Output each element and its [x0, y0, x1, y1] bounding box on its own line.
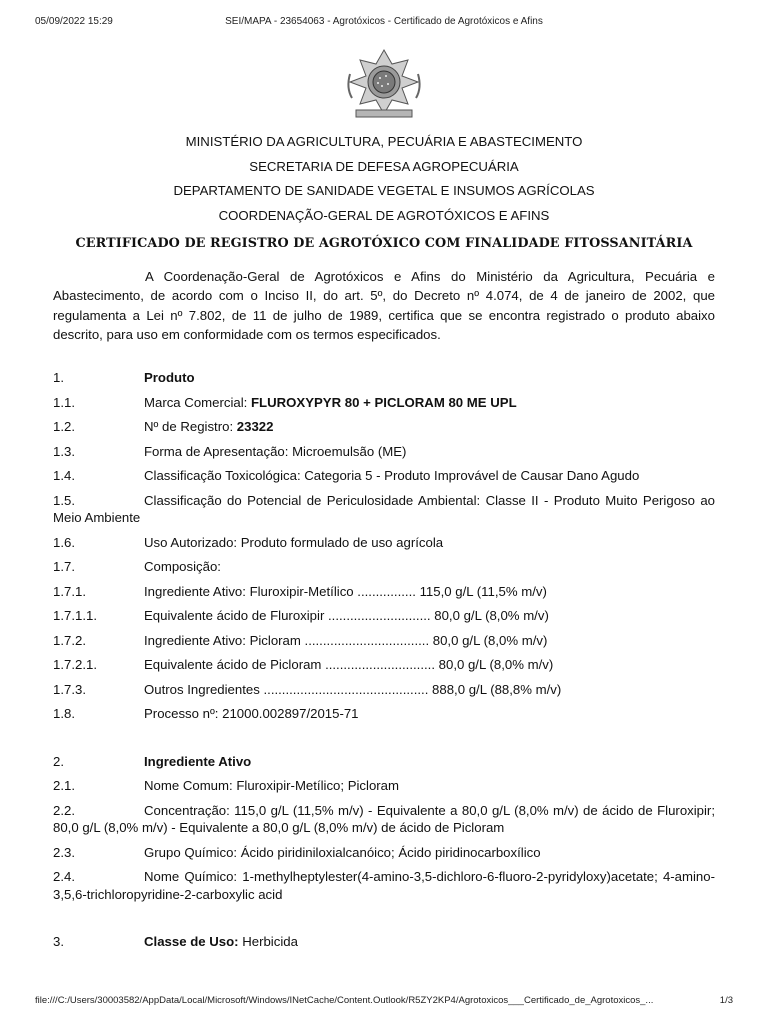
item-1-7-2	[53, 632, 715, 650]
item-text: Processo nº: 21000.002897/2015-71	[144, 706, 359, 721]
department-name: DEPARTAMENTO DE SANIDADE VEGETAL E INSUMOS AGRÍCOLAS	[173, 183, 595, 198]
item-text: Classificação do Potencial de Periculosidade Ambiental: Classe II - Produto Muito Perigoso ao Meio Ambiente	[53, 492, 715, 525]
item-text: Nome Comum: Fluroxipir-Metílico; Picloram	[144, 778, 400, 793]
print-page-title: SEI/MAPA - 23654063 - Agrotóxicos - Certificado de Agrotóxicos e Afins	[225, 16, 543, 27]
registration-number: 23322	[236, 419, 274, 434]
intro-paragraph: A Coordenação-Geral de Agrotóxicos e Afins do Ministério da Agricultura, Pecuária e Abastecimento, de acordo com o Inciso II, do art. 5º, do Decreto nº 4.074, de 4 de janeiro de 2002, que regulamenta a Lei nº 7.802, de 11 de julho de 1989, certifica que se encontra registrado o produto abaixo descrito, para uso em conformidade com os termos especificados.	[53, 269, 715, 342]
item-2-2	[53, 802, 715, 837]
item-text: Nome Químico: 1-methylheptylester(4-amino-3,5-dichloro-6-fluoro-2-pyridyloxy)acetate; 4-amino-3,5,6-trichloropyridine-2-carboxylic acid	[53, 869, 715, 902]
item-2-4	[53, 868, 715, 903]
item-number: 1.7.2.1.	[53, 657, 97, 672]
item-text: Concentração: 115,0 g/L (11,5% m/v) - Equivalente a 80,0 g/L (8,0% m/v) de ácido de Fluroxipir; 80,0 g/L (8,0% m/v) - Equivalente a 80,0 g/L (8,0% m/v) de ácido de Picloram	[53, 802, 715, 835]
file-path: file:///C:/Users/30003582/AppData/Local/Microsoft/Windows/INetCache/Content.Outlook/R5ZY2KP4/Agrotoxicos___Certificado_de_Agrotoxicos_...	[35, 995, 654, 1006]
item-2-1	[53, 777, 715, 795]
item-number: 2.	[53, 753, 64, 769]
item-number: 1.2.	[53, 419, 75, 434]
item-label: Nº de Registro:	[144, 419, 237, 434]
brand-name: FLUROXYPYR 80 + PICLORAM 80 ME UPL	[251, 394, 517, 410]
coordination-name: COORDENAÇÃO-GERAL DE AGROTÓXICOS E AFINS	[218, 207, 550, 223]
item-1-7-2-1	[53, 656, 715, 674]
item-1-7-1	[53, 583, 715, 601]
section-1	[53, 369, 715, 387]
item-1-7-1-1	[53, 607, 715, 625]
print-header	[35, 16, 733, 30]
item-2-3	[53, 844, 715, 862]
item-text: Uso Autorizado: Produto formulado de uso agrícola	[144, 534, 444, 550]
item-number: 1.5.	[53, 492, 75, 508]
item-text: Ingrediente Ativo: Picloram .................................. 80,0 g/L (8,0% m/v)	[144, 632, 548, 648]
section-2	[53, 753, 715, 771]
ministry-name: MINISTÉRIO DA AGRICULTURA, PECUÁRIA E ABASTECIMENTO	[185, 134, 583, 149]
item-text: Equivalente ácido de Picloram .............................. 80,0 g/L (8,0% m/v)	[144, 657, 554, 672]
section-spacer	[53, 730, 715, 753]
item-text: Equivalente ácido de Fluroxipir ............................ 80,0 g/L (8,0% m/v)	[144, 608, 549, 623]
use-class-value: Herbicida	[242, 934, 298, 949]
item-text: Classificação Toxicológica: Categoria 5 - Produto Improvável de Causar Dano Agudo	[144, 468, 640, 483]
item-number: 1.7.	[53, 559, 75, 574]
item-number: 2.2.	[53, 802, 75, 818]
item-text: Ingrediente Ativo: Fluroxipir-Metílico ................ 115,0 g/L (11,5% m/v)	[144, 583, 547, 599]
item-number: 1.8.	[53, 706, 75, 721]
print-datetime: 05/09/2022 15:29	[35, 16, 113, 27]
certificate-title: CERTIFICADO DE REGISTRO DE AGROTÓXICO COM FINALIDADE FITOSSANITÁRIA	[75, 236, 693, 251]
item-number: 1.4.	[53, 468, 75, 483]
section-heading: Ingrediente Ativo	[144, 753, 252, 769]
item-1-6	[53, 534, 715, 552]
section-heading: Produto	[144, 370, 195, 385]
item-number: 1.6.	[53, 534, 75, 550]
item-number: 1.7.1.	[53, 583, 86, 599]
item-1-4	[53, 467, 715, 485]
section-3	[53, 933, 715, 951]
brazil-coat-of-arms-icon	[342, 48, 426, 122]
print-footer	[35, 995, 733, 1009]
certificate-content	[53, 369, 715, 958]
item-text: Grupo Químico: Ácido piridiniloxialcanóico; Ácido piridinocarboxílico	[144, 844, 541, 860]
item-number: 3.	[53, 934, 64, 949]
item-1-3	[53, 443, 715, 461]
item-text: Forma de Apresentação: Microemulsão (ME)	[144, 443, 407, 459]
item-label: Marca Comercial:	[144, 394, 251, 410]
item-1-5	[53, 492, 715, 527]
item-number: 1.7.3.	[53, 681, 86, 697]
item-number: 1.	[53, 370, 64, 385]
item-number: 1.7.2.	[53, 632, 86, 648]
item-1-1	[53, 394, 715, 412]
item-1-8	[53, 705, 715, 723]
item-text: Outros Ingredientes ............................................. 888,0 g/L (88,8% m/v)	[144, 681, 562, 697]
item-number: 2.3.	[53, 844, 75, 860]
item-1-7	[53, 558, 715, 576]
section-spacer	[53, 910, 715, 933]
item-number: 1.7.1.1.	[53, 608, 97, 623]
item-1-2	[53, 418, 715, 436]
item-number: 1.1.	[53, 394, 75, 410]
secretariat-name: SECRETARIA DE DEFESA AGROPECUÁRIA	[249, 158, 519, 174]
section-heading: Classe de Uso:	[144, 934, 243, 949]
item-text: Composição:	[144, 559, 221, 574]
item-number: 1.3.	[53, 443, 75, 459]
item-1-7-3	[53, 681, 715, 699]
item-number: 2.1.	[53, 778, 75, 793]
item-number: 2.4.	[53, 869, 75, 884]
page-number: 1/3	[719, 995, 733, 1006]
organization-header	[53, 130, 715, 228]
